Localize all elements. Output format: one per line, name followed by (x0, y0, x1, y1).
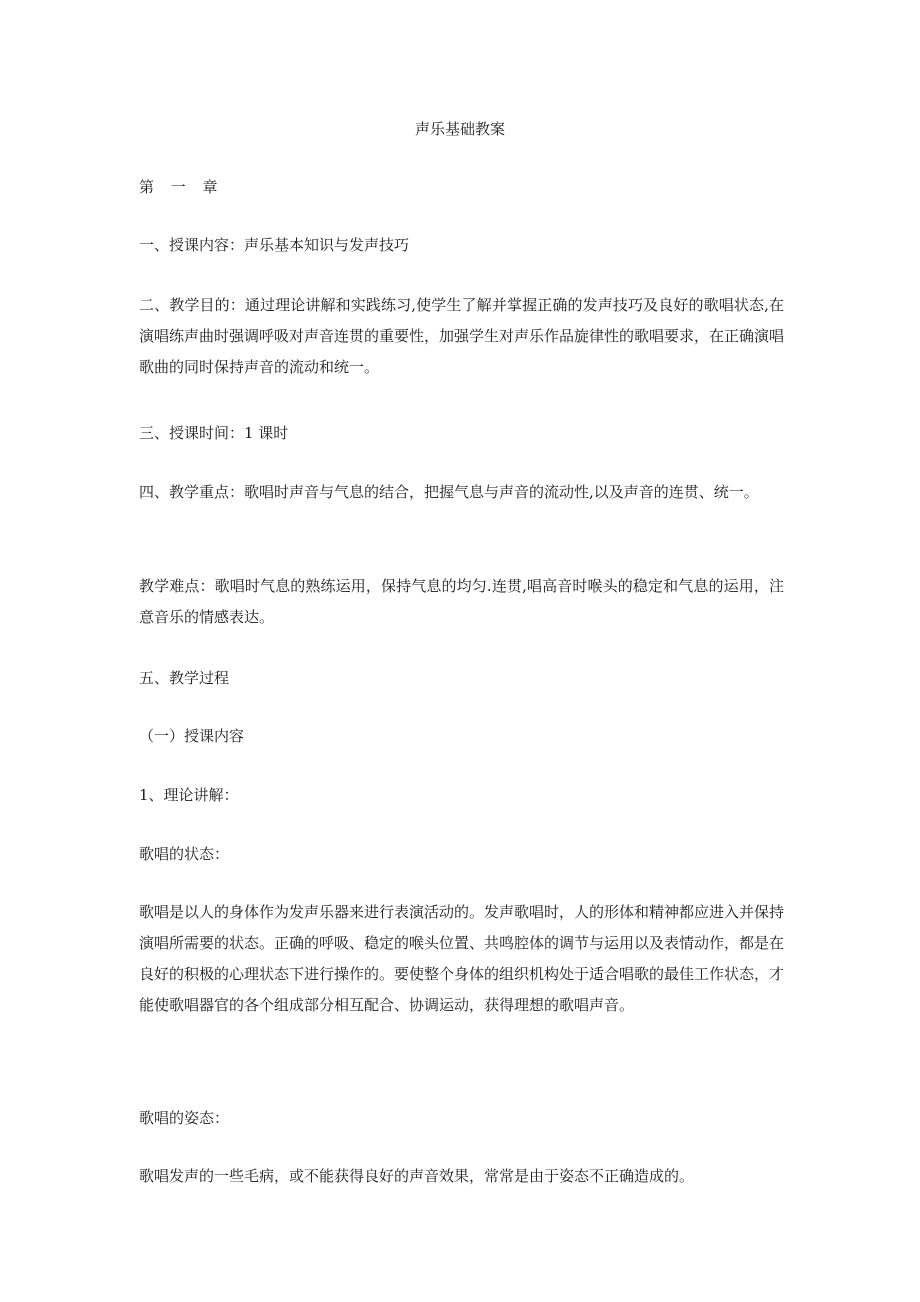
subsection-teaching-content: （一）授课内容 (139, 727, 245, 745)
heading-singing-posture: 歌唱的姿态： (139, 1109, 230, 1127)
section-teaching-difficulty: 教学难点：歌唱时气息的熟练运用，保持气息的均匀.连贯,唱高音时喉头的稳定和气息的运用，注意音乐的情感表达。 (139, 577, 784, 626)
section-teaching-process: 五、教学过程 (139, 669, 230, 687)
section-teaching-time: 三、授课时间：1 课时 (139, 424, 289, 442)
paragraph-singing-posture: 歌唱发声的一些毛病，或不能获得良好的声音效果，常常是由于姿态不正确造成的。 (139, 1167, 695, 1185)
heading-singing-state: 歌唱的状态： (139, 845, 230, 863)
chapter-heading: 第 一 章 (139, 178, 224, 196)
paragraph-singing-state: 歌唱是以人的身体作为发声乐器来进行表演活动的。发声歌唱时，人的形体和精神都应进入并保持演唱所需要的状态。正确的呼吸、稳定的喉头位置、共鸣腔体的调节与运用以及表情动作，都是在良好的积极的心理状态下进行操作的。要使整个身体的组织机构处于适合唱歌的最佳工作状态，才能使歌唱器官的各个组成部分相互配合、协调运动，获得理想的歌唱声音。 (139, 903, 785, 1014)
section-teaching-content: 一、授课内容：声乐基本知识与发声技巧 (139, 236, 410, 254)
section-teaching-focus: 四、教学重点：歌唱时声音与气息的结合，把握气息与声音的流动性,以及声音的连贯、统一。 (139, 483, 759, 501)
item-theory-explanation: 1、理论讲解： (139, 786, 239, 804)
section-teaching-objective: 二、教学目的：通过理论讲解和实践练习,使学生了解并掌握正确的发声技巧及良好的歌唱状态,在演唱练声曲时强调呼吸对声音连贯的重要性，加强学生对声乐作品旋律性的歌唱要求，在正确演唱歌曲的同时保持声音的流动和统一。 (139, 296, 785, 376)
document-title: 声乐基础教案 (414, 120, 505, 138)
